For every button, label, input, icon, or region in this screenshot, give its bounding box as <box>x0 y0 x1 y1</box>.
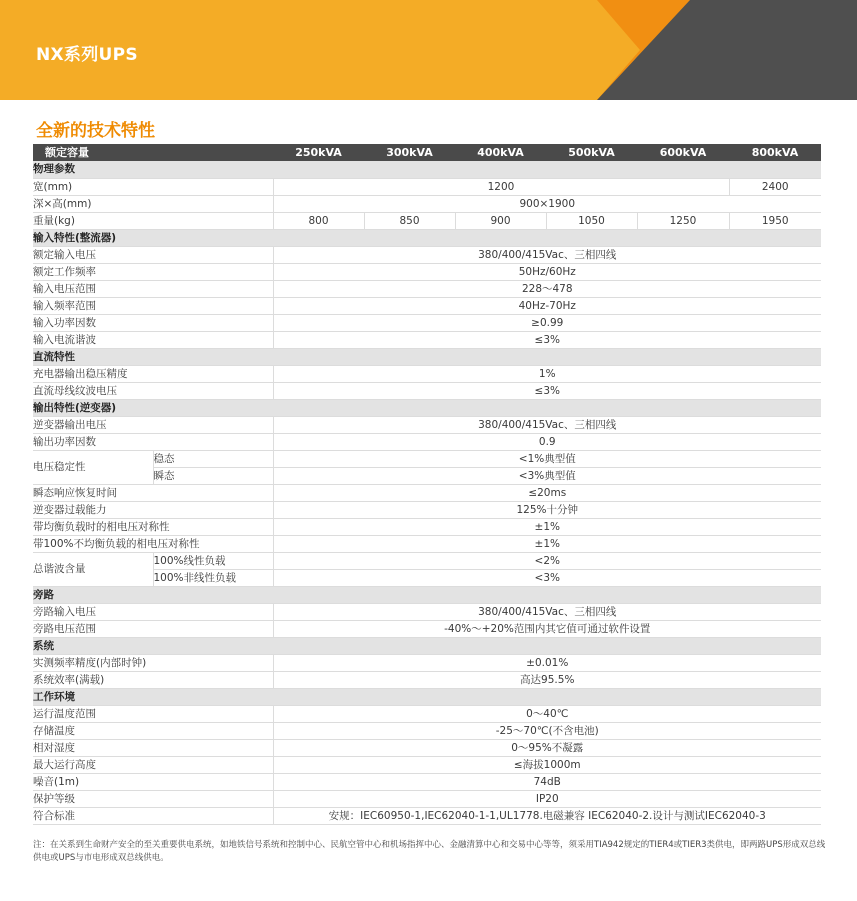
header-banner <box>0 0 857 100</box>
row-value: IP20 <box>273 790 821 807</box>
spec-table <box>33 144 821 825</box>
row-value: <3% <box>273 569 821 586</box>
row-value: ±1% <box>273 535 821 552</box>
group-env: 工作环境 <box>33 688 821 705</box>
table-row <box>33 654 821 671</box>
table-row <box>33 314 821 331</box>
group-physical: 物理参数 <box>33 161 821 178</box>
table-row <box>33 552 821 569</box>
row-value: <1%典型值 <box>273 450 821 467</box>
table-row <box>33 773 821 790</box>
row-value: ≤海拔1000m <box>273 756 821 773</box>
sub-label: 稳态 <box>153 450 273 467</box>
table-header <box>33 144 821 161</box>
row-label: 噪音(1m) <box>33 773 273 790</box>
row-label: 重量(kg) <box>33 212 273 229</box>
row-value: 900 <box>455 212 546 229</box>
row-label: 输出功率因数 <box>33 433 273 450</box>
row-label: 总谐波含量 <box>33 552 153 586</box>
table-row <box>33 535 821 552</box>
row-value: 0.9 <box>273 433 821 450</box>
table-row <box>33 722 821 739</box>
table-row <box>33 382 821 399</box>
row-label: 额定工作频率 <box>33 263 273 280</box>
row-label: 旁路输入电压 <box>33 603 273 620</box>
row-value: 380/400/415Vac、三相四线 <box>273 416 821 433</box>
row-value: <2% <box>273 552 821 569</box>
table-row <box>33 246 821 263</box>
table-row <box>33 331 821 348</box>
row-value: ≥0.99 <box>273 314 821 331</box>
header-capacity: 600kVA <box>637 144 729 161</box>
header-label: 额定容量 <box>33 144 273 161</box>
table-row <box>33 433 821 450</box>
row-value: ≤3% <box>273 382 821 399</box>
row-value: 125%十分钟 <box>273 501 821 518</box>
row-value: 800 <box>273 212 364 229</box>
row-label: 相对湿度 <box>33 739 273 756</box>
row-label: 深×高(mm) <box>33 195 273 212</box>
row-value: 228～478 <box>273 280 821 297</box>
row-value: 1950 <box>729 212 821 229</box>
row-value: 50Hz/60Hz <box>273 263 821 280</box>
group-row <box>33 161 821 178</box>
header-capacity: 300kVA <box>364 144 455 161</box>
table-row <box>33 518 821 535</box>
group-system: 系统 <box>33 637 821 654</box>
table-row <box>33 671 821 688</box>
row-value: 850 <box>364 212 455 229</box>
header-capacity: 800kVA <box>729 144 821 161</box>
row-label: 输入频率范围 <box>33 297 273 314</box>
row-label: 旁路电压范围 <box>33 620 273 637</box>
page-title: NX系列UPS <box>36 45 138 65</box>
group-output: 输出特性(逆变器) <box>33 399 821 416</box>
row-value: 0～95%不凝露 <box>273 739 821 756</box>
row-label: 宽(mm) <box>33 178 273 195</box>
header-capacity: 250kVA <box>273 144 364 161</box>
row-label: 带均衡负载时的相电压对称性 <box>33 518 273 535</box>
row-value: <3%典型值 <box>273 467 821 484</box>
row-label: 带100%不均衡负载的相电压对称性 <box>33 535 273 552</box>
row-label: 最大运行高度 <box>33 756 273 773</box>
row-value: 1050 <box>546 212 637 229</box>
table-row <box>33 705 821 722</box>
row-label: 瞬态响应恢复时间 <box>33 484 273 501</box>
table-row <box>33 195 821 212</box>
section-title: 全新的技术特性 <box>36 121 155 141</box>
row-label: 直流母线纹波电压 <box>33 382 273 399</box>
table-row <box>33 212 821 229</box>
row-label: 实测频率精度(内部时钟) <box>33 654 273 671</box>
row-label: 符合标准 <box>33 807 273 824</box>
table-row <box>33 297 821 314</box>
table-row <box>33 484 821 501</box>
table-row <box>33 739 821 756</box>
row-label: 保护等级 <box>33 790 273 807</box>
row-value: 1250 <box>637 212 729 229</box>
row-value: 安规：IEC60950-1,IEC62040-1-1,UL1778.电磁兼容 IEC62040-2.设计与测试IEC62040-3 <box>273 807 821 824</box>
row-label: 系统效率(满载) <box>33 671 273 688</box>
footnote: 注：在关系到生命财产安全的至关重要供电系统，如地铁信号系统和控制中心、民航空管中心和机场指挥中心、金融清算中心和交易中心等等，须采用TIA942规定的TIER4或TIER3类供电，即两路UPS形成双总线供电或UPS与市电形成双总线供电。 <box>33 840 826 863</box>
row-label: 电压稳定性 <box>33 450 153 484</box>
row-label: 逆变器输出电压 <box>33 416 273 433</box>
row-label: 运行温度范围 <box>33 705 273 722</box>
sub-label: 100%非线性负载 <box>153 569 273 586</box>
table-row <box>33 620 821 637</box>
header-capacity: 500kVA <box>546 144 637 161</box>
row-label: 输入电压范围 <box>33 280 273 297</box>
row-value: 1200 <box>273 178 729 195</box>
row-value: -25～70℃(不含电池) <box>273 722 821 739</box>
row-label: 输入功率因数 <box>33 314 273 331</box>
table-row <box>33 756 821 773</box>
table-row <box>33 416 821 433</box>
row-label: 存储温度 <box>33 722 273 739</box>
row-label: 逆变器过载能力 <box>33 501 273 518</box>
table-row <box>33 501 821 518</box>
table-row <box>33 790 821 807</box>
header-capacity: 400kVA <box>455 144 546 161</box>
group-row <box>33 637 821 654</box>
row-label: 充电器输出稳压精度 <box>33 365 273 382</box>
group-row <box>33 229 821 246</box>
row-value: 2400 <box>729 178 821 195</box>
row-value: 380/400/415Vac、三相四线 <box>273 246 821 263</box>
group-dc: 直流特性 <box>33 348 821 365</box>
table-row <box>33 280 821 297</box>
sub-label: 瞬态 <box>153 467 273 484</box>
table-row <box>33 450 821 467</box>
group-input: 输入特性(整流器) <box>33 229 821 246</box>
row-value: 74dB <box>273 773 821 790</box>
row-value: 高达95.5% <box>273 671 821 688</box>
row-value: ≤3% <box>273 331 821 348</box>
row-value: 0～40℃ <box>273 705 821 722</box>
row-label: 输入电流谐波 <box>33 331 273 348</box>
row-value: ±0.01% <box>273 654 821 671</box>
group-row <box>33 586 821 603</box>
table-row <box>33 603 821 620</box>
row-value: 1% <box>273 365 821 382</box>
row-value: 900×1900 <box>273 195 821 212</box>
row-value: 40Hz-70Hz <box>273 297 821 314</box>
table-row <box>33 178 821 195</box>
table-row <box>33 365 821 382</box>
table-row <box>33 263 821 280</box>
group-bypass: 旁路 <box>33 586 821 603</box>
group-row <box>33 399 821 416</box>
group-row <box>33 688 821 705</box>
table-row <box>33 807 821 824</box>
row-value: -40%～+20%范围内其它值可通过软件设置 <box>273 620 821 637</box>
group-row <box>33 348 821 365</box>
row-value: 380/400/415Vac、三相四线 <box>273 603 821 620</box>
row-value: ≤20ms <box>273 484 821 501</box>
row-label: 额定输入电压 <box>33 246 273 263</box>
row-value: ±1% <box>273 518 821 535</box>
sub-label: 100%线性负载 <box>153 552 273 569</box>
